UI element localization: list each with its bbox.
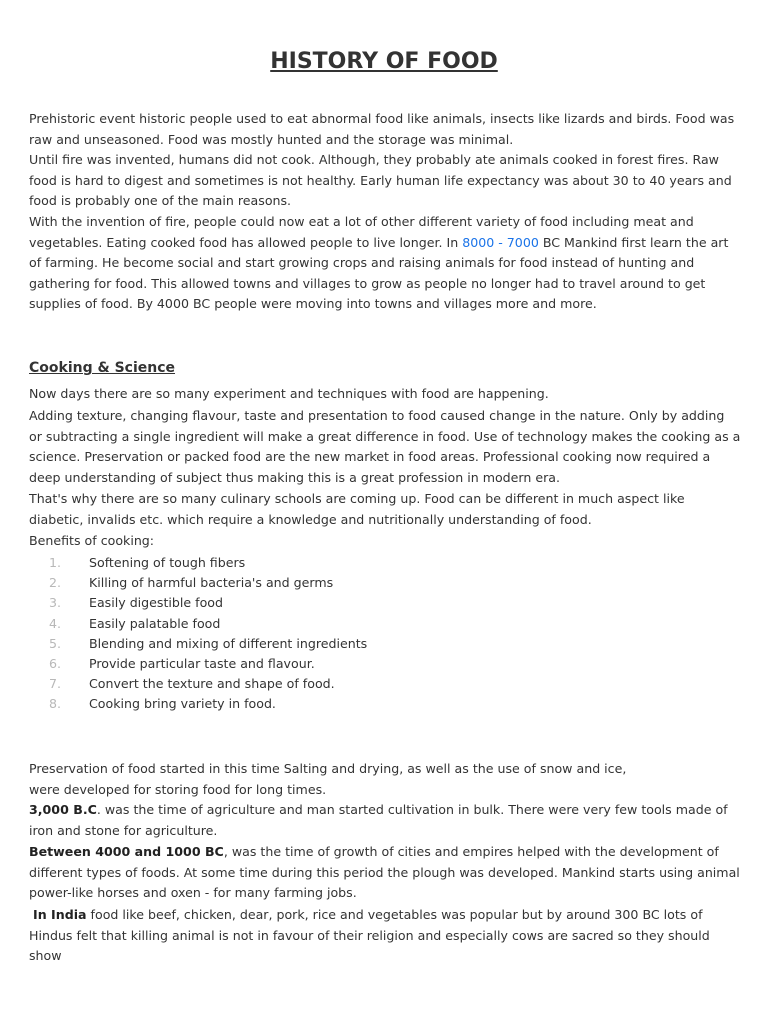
intro-paragraph-2: Until fire was invented, humans did not cook. Although, they probably ate animals cooked in forest fires. Raw food is hard to digest and sometimes is not healthy. Early human life expectancy was about 30 to 40 years and food is probably one of the main reasons. xyxy=(29,152,732,208)
history-paragraph-3-text: , was the time of growth of cities and empires helped with the development of different types of foods. At some time during this period the plough was developed. Mankind starts using animal power-like horses and oxen - for many farming jobs. xyxy=(29,844,740,900)
cooking-paragraph-2: Adding texture, changing flavour, taste and presentation to food caused change in the nature. Only by adding or subtracting a single ingredient will make a great difference in food. Use of technology makes the cooking as a science. Preservation or packed food are the new market in food areas. Professional cooking now required a deep understanding of subject thus making this is a great profession in modern era. xyxy=(29,408,741,485)
list-text: Softening of tough fibers xyxy=(89,555,246,570)
list-item xyxy=(29,654,367,674)
list-number: 5. xyxy=(49,635,62,651)
list-text: Blending and mixing of different ingredients xyxy=(89,635,368,651)
list-item xyxy=(29,593,367,613)
history-paragraph-2-text: . was the time of agriculture and man started cultivation in bulk. There were very few tools made of iron and stone for agriculture. xyxy=(29,802,728,838)
list-item xyxy=(29,674,367,694)
page-title: HISTORY OF FOOD xyxy=(270,49,498,74)
list-item xyxy=(29,634,367,654)
list-item xyxy=(29,573,367,593)
intro-paragraph-1: Prehistoric event historic people used to eat abnormal food like animals, insects like lizards and birds. Food was raw and unseasoned. Food was mostly hunted and the storage was minimal. xyxy=(29,111,735,147)
list-number: 4. xyxy=(49,615,62,631)
list-number: 7. xyxy=(49,676,62,692)
intro-paragraph-3-start: With the invention of fire, people could now eat a lot of other different variety of food including meat and vegetables. Eating cooked food has allowed people to live longer. In xyxy=(29,214,694,250)
in-india-label: In India xyxy=(33,907,87,922)
list-text: Cooking bring variety in food. xyxy=(89,696,276,712)
intro-paragraph-3-end: BC Mankind first learn the art of farming. He become social and start growing crops and raising animals for food instead of hunting and gathering for food. This allowed towns and villages to grow as people no longer had to travel around to get supplies of food. By 4000 BC people were moving into towns and villages more and more. xyxy=(29,234,729,311)
date-4000-1000-bc: Between 4000 and 1000 BC xyxy=(29,844,224,859)
list-text: Killing of harmful bacteria's and germs xyxy=(89,575,334,591)
cooking-paragraph-3: That's why there are so many culinary schools are coming up. Food can be different in much aspect like diabetic, invalids etc. which require a knowledge and nutritionally understanding of food. xyxy=(29,491,685,527)
section-heading-cooking-science: Cooking & Science xyxy=(29,360,176,376)
history-paragraph-1 xyxy=(29,759,741,800)
date-3000-bc: 3,000 B.C xyxy=(29,802,97,817)
list-text: Convert the texture and shape of food. xyxy=(89,676,335,692)
intro-paragraph-3 xyxy=(29,212,741,315)
history-paragraph-1-line-2: were developed for storing food for long times. xyxy=(29,781,327,797)
list-item xyxy=(29,614,367,634)
list-number: 1. xyxy=(49,555,62,570)
history-paragraph-4 xyxy=(29,905,741,967)
list-number: 3. xyxy=(49,595,62,611)
history-paragraph-1-line-1: Preservation of food started in this time Salting and drying, as well as the use of snow and ice, xyxy=(29,761,627,776)
history-paragraph-3 xyxy=(29,842,741,904)
benefits-label: Benefits of cooking: xyxy=(29,533,155,548)
history-paragraph-4-text: food like beef, chicken, dear, pork, rice and vegetables was popular but by around 300 BC lots of Hindus felt that killing animal is not in favour of their religion and especially cows are sacred so they should show xyxy=(29,907,710,963)
list-number: 8. xyxy=(49,696,62,712)
list-number: 2. xyxy=(49,575,62,591)
list-item xyxy=(29,694,367,714)
history-paragraph-2 xyxy=(29,800,741,841)
benefits-list xyxy=(29,553,367,715)
list-text: Provide particular taste and flavour. xyxy=(89,655,315,671)
cooking-paragraph-1: Now days there are so many experiment and techniques with food are happening. xyxy=(29,386,549,401)
date-range-link[interactable]: 8000 - 7000 xyxy=(462,234,539,250)
list-text: Easily digestible food xyxy=(89,595,224,611)
list-text: Easily palatable food xyxy=(89,615,221,631)
list-number: 6. xyxy=(49,655,62,671)
list-item xyxy=(29,553,367,573)
